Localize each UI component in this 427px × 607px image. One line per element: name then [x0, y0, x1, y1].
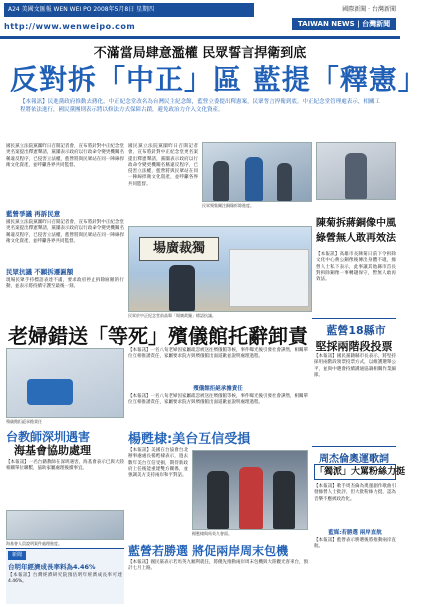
- memorial-building: [229, 249, 309, 307]
- right-headline-2-boxed: 「獨派」大罵粉絲力挺: [314, 464, 396, 480]
- date-line: 國際新聞 · 台灣新聞: [342, 6, 396, 13]
- story2-body-2: 【本報訊】一名八旬老婦因家屬疏忽被送往殯儀館等候，事件曝光後引發社會譁然，相關單位互相推諉責任，家屬要求院方與殯儀館出面道歉並說明處理過程。: [128, 394, 308, 406]
- side-story-headline: [316, 214, 396, 248]
- main-body-2: 國民黨立法院黨團昨日召開記者會，宣布將針對中正紀念堂更名案提出釋憲聲請，黨團表示政府以行政命令變更機關名稱違反程序，已侵害立法權，藍營將與民眾站在同一陣線捍衛文化資產，並呼籲各界共同監督。: [6, 220, 124, 244]
- photo-protest-caption: 民眾於中正紀念堂前高舉「場廣裁獨」標語抗議。: [128, 313, 216, 318]
- main-body-1: 國民黨立法院黨團昨日召開記者會，宣布將針對中正紀念堂更名案提出釋憲聲請，黨團表示政府以行政命令變更機關名稱違反程序，已侵害立法權，藍營將與民眾站在同一陣線捍衛文化資產，並呼籲各界共同監督。: [6, 144, 124, 168]
- photo-teacher: [6, 510, 124, 540]
- main-body-mid: 國民黨立法院黨團昨日召開記者會，宣布將針對中正紀念堂更名案提出釋憲聲請，黨團表示政府以行政命令變更機關名稱違反程序，已侵害立法權，藍營將與民眾站在同一陣線捍衛文化資產，並呼籲各界共同監督。: [128, 144, 198, 187]
- main-lead: 【本報訊】民進黨政府推動去蔣化，中正紀念堂改名為台灣民主紀念館，藍營立委提出釋憲案，民眾誓言捍衛到底。中正紀念堂管理處表示，相關工程將依法進行，國民黨團則表示將以修法方式保障古蹟，避免政治力介入文化資產。: [20, 99, 380, 113]
- photo-crowd-caption: 民眾聚集關注銅像拆除進度。: [202, 203, 254, 208]
- story2-headline: 老婦錯送「等死」殯儀館托辭卸責: [8, 324, 308, 348]
- paper-name: A24 美國文匯報 WEN WEI PO 2008年5月8日 星期四: [4, 3, 254, 17]
- right-body-2: 【本報訊】歌手周杰倫為奧運創作歌曲引發綠營人士批評，但大批粉絲力挺，認為音樂不應被政治化。: [314, 484, 396, 502]
- photo-crowd: [202, 142, 312, 202]
- main-kicker: 不滿當局肆意濫權 民眾誓言捍衛到底: [93, 46, 307, 61]
- main-subhead-2: 民眾抗議 不願拆遷匾額: [6, 268, 74, 276]
- photo-meeting: [192, 450, 308, 530]
- story6-tag: 新聞: [8, 551, 26, 560]
- right-headline-3: 藍媒:若勝選 兩岸直航: [328, 530, 382, 536]
- masthead: [0, 0, 400, 40]
- main-headline: 反對拆「中正」區 藍提「釋憲」: [10, 63, 427, 96]
- photo-teacher-caption: 海基會人員說明案件處理進度。: [6, 541, 62, 546]
- photo-meeting-caption: 楊甦棣與馬英九會面。: [192, 531, 232, 536]
- story2-subhead: 殯儀館拒絕承擔責任: [193, 386, 243, 392]
- main-body-3: 現場民眾手持標語表達不滿，要求政府停止拆除匾額的行動，並表示將持續守護至最後一刻。: [6, 278, 124, 290]
- protest-sign: 場廣裁獨: [139, 237, 219, 261]
- story3-body: 【本報訊】一名台籍教師在深圳遇害，海基會表示已與大陸相關單位聯繫，協助家屬處理後續事宜。: [6, 460, 124, 472]
- right-rule-1: [312, 318, 396, 319]
- story3-headline: 台教師深圳遇害: [6, 430, 91, 444]
- right-headline-1b: 堅採兩階段投票: [315, 340, 393, 353]
- right-body-3: 【本報訊】藍營表示勝選後將推動兩岸直航。: [314, 538, 396, 550]
- top-rule: [0, 36, 400, 39]
- right-body-1: 【本報訊】國民黨籍縣市長表示，將堅持採用兩階段領票投票方式，以維護選舉公平，並與中選會持續溝通協調相關作業細節。: [314, 354, 396, 378]
- main-mid-column: [128, 144, 198, 224]
- website-url[interactable]: http://www.wenweipo.com: [4, 22, 136, 31]
- story4-headline: 楊甦棣:美台互信受損: [128, 432, 251, 447]
- right-headline-2: 周杰倫奧運歌詞: [319, 454, 389, 465]
- story2-body: 【本報訊】一名八旬老婦因家屬疏忽被送往殯儀館等候，事件曝光後引發社會譁然，相關單位互相推諉責任，家屬要求院方與殯儀館出面道歉並說明處理過程。: [128, 348, 308, 360]
- story5-headline: 藍營若勝選 將促兩岸周末包機: [128, 544, 289, 558]
- story4-body: 【本報訊】美國在台協會台北辦事處處長楊甦棣表示，過去數年美台互信受損，期待新政府上任後能重建雙方關係，並強調美方支持兩岸和平對話。: [128, 448, 188, 479]
- right-headline-1: 藍營18縣市: [326, 324, 386, 337]
- story2-body-block: [128, 348, 308, 414]
- story6-box: [6, 548, 124, 604]
- section-tag: TAIWAN NEWS | 台灣新聞: [292, 18, 396, 30]
- section-en: TAIWAN NEWS: [297, 20, 355, 28]
- section-zh: 台灣新聞: [362, 20, 391, 28]
- story6-body: 【本報訊】台灣經濟研究院預估明年經濟成長率可達4.46%。: [8, 573, 122, 585]
- side-headline-line1: 陳菊拆蔣銅像中風: [316, 218, 396, 229]
- photo-protest-sign: [128, 226, 312, 312]
- story6-headline: 台明年經濟成長率料為4.46%: [8, 563, 96, 571]
- side-story-body: 【本報訊】高雄市長陳菊日前下令拆除文化中心蔣公銅像後傳出身體不適，綠營人士私下表示，此事讓其他縣市首長對拆除銅像一事轉趨保守，暫無人敢再效法。: [316, 252, 396, 283]
- photo-elderly-caption: 殯儀館拒絕承擔責任: [6, 419, 42, 424]
- photo-statue: [316, 142, 396, 200]
- right-rule-2: [312, 446, 396, 447]
- main-left-column: [6, 144, 124, 314]
- main-subhead-1: 藍營爭議 再訴民意: [6, 210, 61, 218]
- side-headline-line2: 綠營無人敢再效法: [316, 233, 396, 244]
- story5-body: 【本報訊】國民黨表示若馬英九順利就任，將優先推動兩岸周末包機與大陸觀光客來台，預計七月上路。: [128, 560, 308, 572]
- photo-elderly: [6, 348, 124, 418]
- story3-subhead: 海基會協助處理: [14, 444, 91, 457]
